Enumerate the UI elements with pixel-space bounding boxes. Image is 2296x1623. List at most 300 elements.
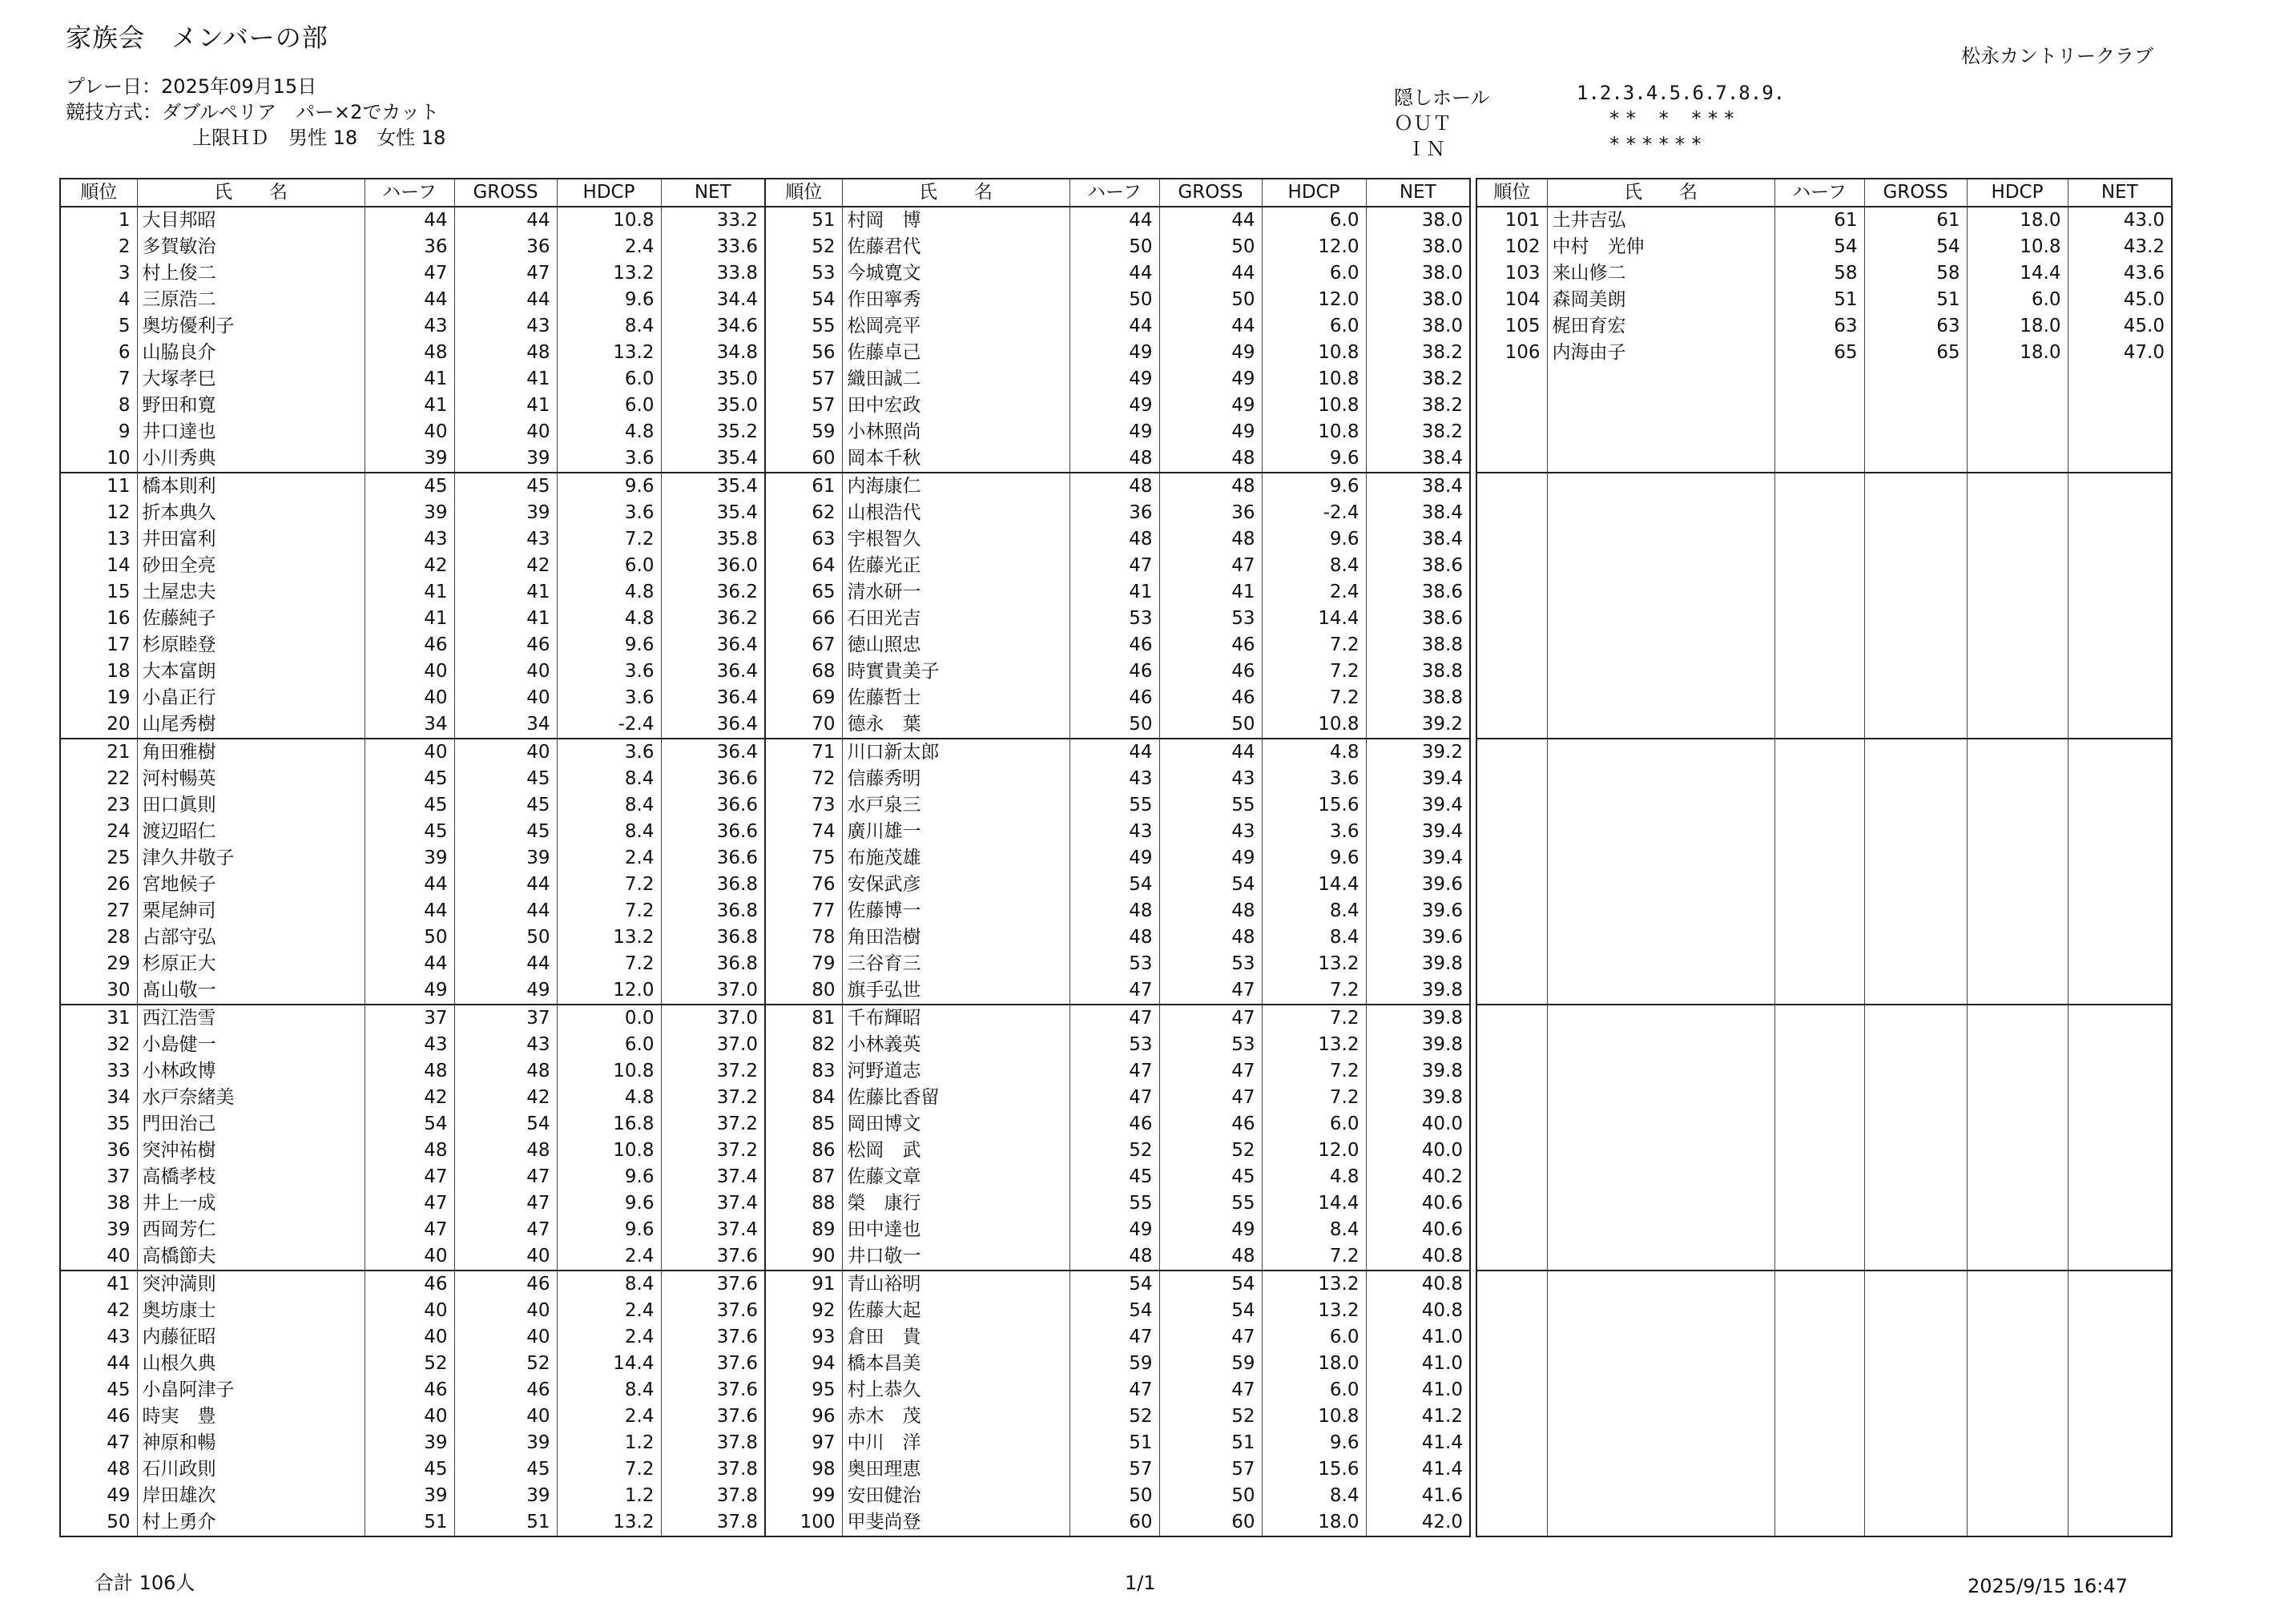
hdcp-cell — [1967, 898, 2068, 924]
player-name-cell: 門田治己 — [137, 1111, 365, 1138]
half-cell — [1774, 1005, 1864, 1032]
table-row — [765, 1111, 1470, 1138]
player-name-cell: 石川政則 — [137, 1456, 365, 1483]
rank-cell — [1476, 1351, 1547, 1377]
table-row — [60, 792, 765, 819]
half-cell: 48 — [365, 1138, 454, 1164]
rank-cell — [1476, 1271, 1547, 1298]
hdcp-cell — [1967, 1217, 2068, 1243]
half-cell: 47 — [365, 260, 454, 287]
gross-cell: 41 — [454, 579, 557, 606]
rank-cell: 25 — [60, 845, 137, 872]
rank-cell: 89 — [765, 1217, 842, 1243]
table-row — [765, 393, 1470, 419]
hdcp-cell: 8.4 — [1262, 924, 1366, 951]
player-name-cell: 榮 康行 — [842, 1190, 1069, 1217]
net-cell — [2068, 1032, 2172, 1058]
gross-cell: 60 — [1159, 1509, 1262, 1536]
player-name-cell: 大本富朗 — [137, 658, 365, 685]
table-row — [765, 1164, 1470, 1190]
gross-cell: 43 — [1159, 766, 1262, 792]
net-cell: 37.0 — [661, 977, 765, 1005]
hdcp-cell — [1967, 1111, 2068, 1138]
half-cell — [1774, 1483, 1864, 1509]
table-row — [60, 313, 765, 340]
player-name-cell: 高橋節夫 — [137, 1243, 365, 1271]
half-cell: 52 — [365, 1351, 454, 1377]
gross-cell: 48 — [1159, 924, 1262, 951]
half-cell: 39 — [365, 500, 454, 526]
rank-cell — [1476, 393, 1547, 419]
gross-cell: 40 — [454, 739, 557, 766]
rank-cell: 40 — [60, 1243, 137, 1271]
half-cell — [1774, 579, 1864, 606]
rank-cell — [1476, 445, 1547, 473]
gross-cell: 41 — [454, 606, 557, 632]
table-row — [765, 819, 1470, 845]
hdcp-cell — [1967, 1298, 2068, 1324]
half-cell: 61 — [1774, 207, 1864, 234]
half-cell: 44 — [1069, 207, 1159, 234]
player-name-cell: 来山修二 — [1547, 260, 1774, 287]
table-row — [765, 951, 1470, 977]
rank-cell — [1476, 1138, 1547, 1164]
player-name-cell — [1547, 819, 1774, 845]
hdcp-cell: 10.8 — [557, 207, 661, 234]
rank-cell — [1476, 658, 1547, 685]
player-name-cell: 安保武彦 — [842, 872, 1069, 898]
table-row — [60, 739, 765, 766]
hdcp-cell: 18.0 — [1967, 313, 2068, 340]
net-cell — [2068, 872, 2172, 898]
gross-cell: 40 — [454, 1324, 557, 1351]
net-cell: 43.0 — [2068, 207, 2172, 234]
hdcp-cell — [1967, 445, 2068, 473]
hdcp-cell: 2.4 — [557, 845, 661, 872]
half-cell: 48 — [1069, 473, 1159, 500]
table-row — [765, 526, 1470, 553]
half-cell: 36 — [1069, 500, 1159, 526]
half-cell: 47 — [1069, 1377, 1159, 1404]
rank-cell: 16 — [60, 606, 137, 632]
rank-cell: 77 — [765, 898, 842, 924]
play-date: プレー日：2025年09月15日 — [66, 75, 317, 98]
half-cell: 50 — [1069, 1483, 1159, 1509]
table-row — [765, 1324, 1470, 1351]
half-cell — [1774, 445, 1864, 473]
table-row — [1476, 632, 2172, 658]
hdcp-cell: 12.0 — [557, 977, 661, 1005]
column-header-name: 氏 名 — [1547, 179, 1774, 207]
net-cell — [2068, 553, 2172, 579]
gross-cell: 44 — [454, 951, 557, 977]
player-name-cell: 石田光吉 — [842, 606, 1069, 632]
gross-cell: 61 — [1864, 207, 1967, 234]
player-name-cell — [1547, 500, 1774, 526]
table-row — [1476, 924, 2172, 951]
table-row — [60, 1164, 765, 1190]
rank-cell: 78 — [765, 924, 842, 951]
player-name-cell — [1547, 1164, 1774, 1190]
table-row — [765, 260, 1470, 287]
net-cell: 37.2 — [661, 1085, 765, 1111]
hdcp-cell: 14.4 — [1262, 872, 1366, 898]
half-cell: 47 — [1069, 1005, 1159, 1032]
hdcp-cell: 9.6 — [1262, 445, 1366, 473]
player-name-cell: 水戸奈緒美 — [137, 1085, 365, 1111]
table-row — [765, 1217, 1470, 1243]
hdcp-cell: 4.8 — [557, 1085, 661, 1111]
table-row — [1476, 473, 2172, 500]
rank-cell — [1476, 1298, 1547, 1324]
half-cell: 49 — [1069, 1217, 1159, 1243]
gross-cell: 51 — [454, 1509, 557, 1536]
gross-cell: 52 — [1159, 1138, 1262, 1164]
net-cell: 34.6 — [661, 313, 765, 340]
rank-cell: 28 — [60, 924, 137, 951]
net-cell: 36.4 — [661, 632, 765, 658]
table-row — [765, 924, 1470, 951]
gross-cell: 44 — [454, 872, 557, 898]
net-cell: 34.8 — [661, 340, 765, 366]
half-cell: 43 — [1069, 819, 1159, 845]
player-name-cell — [1547, 766, 1774, 792]
rank-cell — [1476, 473, 1547, 500]
table-row — [765, 1456, 1470, 1483]
rank-cell: 63 — [765, 526, 842, 553]
half-cell: 44 — [1069, 260, 1159, 287]
gross-cell: 44 — [454, 898, 557, 924]
table-row — [765, 898, 1470, 924]
rank-cell: 50 — [60, 1509, 137, 1536]
net-cell: 41.0 — [1366, 1377, 1470, 1404]
gross-cell: 55 — [1159, 792, 1262, 819]
half-cell: 44 — [1069, 739, 1159, 766]
rank-cell: 9 — [60, 419, 137, 445]
net-cell: 36.6 — [661, 819, 765, 845]
gross-cell: 48 — [1159, 898, 1262, 924]
net-cell: 41.6 — [1366, 1483, 1470, 1509]
net-cell: 33.8 — [661, 260, 765, 287]
player-name-cell — [1547, 1377, 1774, 1404]
table-row — [765, 1138, 1470, 1164]
rank-cell: 74 — [765, 819, 842, 845]
table-row — [60, 1377, 765, 1404]
gross-cell: 45 — [454, 1456, 557, 1483]
net-cell — [2068, 632, 2172, 658]
half-cell: 49 — [1069, 845, 1159, 872]
net-cell: 38.6 — [1366, 606, 1470, 632]
net-cell: 41.0 — [1366, 1324, 1470, 1351]
player-name-cell — [1547, 445, 1774, 473]
hdcp-cell: 10.8 — [1262, 393, 1366, 419]
rank-cell — [1476, 924, 1547, 951]
rank-cell: 68 — [765, 658, 842, 685]
hdcp-cell: 13.2 — [557, 340, 661, 366]
half-cell: 40 — [365, 685, 454, 711]
rank-cell: 62 — [765, 500, 842, 526]
hdcp-cell: 6.0 — [557, 393, 661, 419]
gross-cell: 39 — [454, 845, 557, 872]
table-row — [1476, 234, 2172, 260]
gross-cell: 49 — [1159, 366, 1262, 393]
hdcp-cell: 14.4 — [1262, 1190, 1366, 1217]
gross-cell: 42 — [454, 1085, 557, 1111]
table-row — [765, 1483, 1470, 1509]
net-cell: 35.8 — [661, 526, 765, 553]
player-name-cell: 佐藤文章 — [842, 1164, 1069, 1190]
gross-cell: 34 — [454, 711, 557, 739]
hdcp-cell: 7.2 — [1262, 632, 1366, 658]
rank-cell — [1476, 685, 1547, 711]
net-cell: 38.4 — [1366, 500, 1470, 526]
hdcp-cell: 2.4 — [557, 1298, 661, 1324]
gross-cell — [1864, 924, 1967, 951]
net-cell — [2068, 845, 2172, 872]
hdcp-cell: 7.2 — [1262, 1058, 1366, 1085]
net-cell: 45.0 — [2068, 287, 2172, 313]
hdcp-cell: 7.2 — [557, 526, 661, 553]
player-name-cell: 杉原睦登 — [137, 632, 365, 658]
rank-cell: 103 — [1476, 260, 1547, 287]
header-row — [765, 179, 1470, 207]
rank-cell: 83 — [765, 1058, 842, 1085]
table-row — [60, 951, 765, 977]
net-cell: 39.8 — [1366, 1058, 1470, 1085]
rank-cell — [1476, 739, 1547, 766]
player-name-cell: 井上一成 — [137, 1190, 365, 1217]
gross-cell: 49 — [1159, 393, 1262, 419]
half-cell: 34 — [365, 711, 454, 739]
hdcp-cell: 6.0 — [1262, 1324, 1366, 1351]
half-cell — [1774, 526, 1864, 553]
player-name-cell: 河村暢英 — [137, 766, 365, 792]
hdcp-cell: 7.2 — [557, 1456, 661, 1483]
net-cell: 41.0 — [1366, 1351, 1470, 1377]
rank-cell: 42 — [60, 1298, 137, 1324]
net-cell: 35.0 — [661, 393, 765, 419]
table-row — [1476, 792, 2172, 819]
player-name-cell: 山尾秀樹 — [137, 711, 365, 739]
gross-cell: 40 — [454, 658, 557, 685]
table-row — [1476, 419, 2172, 445]
table-row — [60, 819, 765, 845]
player-name-cell: 内海由子 — [1547, 340, 1774, 366]
gross-cell: 40 — [454, 419, 557, 445]
player-name-cell: 安田健治 — [842, 1483, 1069, 1509]
rank-cell: 30 — [60, 977, 137, 1005]
player-name-cell: 佐藤大起 — [842, 1298, 1069, 1324]
rank-cell: 73 — [765, 792, 842, 819]
gross-cell: 55 — [1159, 1190, 1262, 1217]
gross-cell: 53 — [1159, 1032, 1262, 1058]
half-cell: 48 — [1069, 526, 1159, 553]
gross-cell — [1864, 1298, 1967, 1324]
table-row — [60, 366, 765, 393]
rank-cell: 99 — [765, 1483, 842, 1509]
half-cell: 45 — [365, 473, 454, 500]
half-cell — [1774, 739, 1864, 766]
table-row — [1476, 1351, 2172, 1377]
gross-cell: 49 — [1159, 845, 1262, 872]
net-cell: 38.0 — [1366, 207, 1470, 234]
rank-cell: 76 — [765, 872, 842, 898]
half-cell: 37 — [365, 1005, 454, 1032]
table-row — [1476, 553, 2172, 579]
net-cell: 39.8 — [1366, 1085, 1470, 1111]
rank-cell — [1476, 1483, 1547, 1509]
hdcp-cell — [1967, 1138, 2068, 1164]
gross-cell: 63 — [1864, 313, 1967, 340]
rank-cell: 71 — [765, 739, 842, 766]
player-name-cell: 神原和暢 — [137, 1430, 365, 1456]
player-name-cell — [1547, 1243, 1774, 1271]
table-row — [765, 658, 1470, 685]
net-cell: 38.8 — [1366, 658, 1470, 685]
gross-cell: 52 — [454, 1351, 557, 1377]
table-row — [1476, 1456, 2172, 1483]
player-name-cell: 宮地候子 — [137, 872, 365, 898]
hdcp-cell — [1967, 1190, 2068, 1217]
gross-cell: 41 — [1159, 579, 1262, 606]
gross-cell: 46 — [1159, 1111, 1262, 1138]
hdcp-cell — [1967, 1483, 2068, 1509]
player-name-cell: 奥田理恵 — [842, 1456, 1069, 1483]
half-cell: 49 — [1069, 340, 1159, 366]
gross-cell — [1864, 1058, 1967, 1085]
table-row — [765, 1430, 1470, 1456]
player-name-cell: 村上俊二 — [137, 260, 365, 287]
hdcp-cell: 12.0 — [1262, 234, 1366, 260]
net-cell: 40.8 — [1366, 1298, 1470, 1324]
half-cell: 46 — [365, 632, 454, 658]
hdcp-cell: 4.8 — [1262, 739, 1366, 766]
net-cell: 38.2 — [1366, 393, 1470, 419]
half-cell: 51 — [1774, 287, 1864, 313]
hdcp-cell: 7.2 — [1262, 685, 1366, 711]
column-header-half: ハーフ — [365, 179, 454, 207]
player-name-cell: 髙山敬一 — [137, 977, 365, 1005]
table-row — [60, 1190, 765, 1217]
gross-cell: 39 — [454, 1483, 557, 1509]
rank-cell: 86 — [765, 1138, 842, 1164]
table-row — [765, 1271, 1470, 1298]
player-name-cell: 角田雅樹 — [137, 739, 365, 766]
gross-cell — [1864, 1032, 1967, 1058]
gross-cell: 40 — [454, 1298, 557, 1324]
net-cell — [2068, 739, 2172, 766]
player-name-cell: 田口眞則 — [137, 792, 365, 819]
table-row — [1476, 1058, 2172, 1085]
hdcp-cell — [1967, 393, 2068, 419]
rank-cell: 56 — [765, 340, 842, 366]
table-row — [1476, 658, 2172, 685]
player-name-cell — [1547, 1190, 1774, 1217]
half-cell: 49 — [1069, 419, 1159, 445]
hdcp-cell: 2.4 — [1262, 579, 1366, 606]
table-row — [60, 1404, 765, 1430]
half-cell: 50 — [1069, 234, 1159, 260]
rank-cell: 88 — [765, 1190, 842, 1217]
half-cell — [1774, 632, 1864, 658]
gross-cell: 39 — [454, 500, 557, 526]
net-cell: 36.8 — [661, 951, 765, 977]
rank-cell: 94 — [765, 1351, 842, 1377]
net-cell — [2068, 977, 2172, 1005]
rank-cell: 23 — [60, 792, 137, 819]
half-cell: 47 — [1069, 553, 1159, 579]
half-cell — [1774, 1351, 1864, 1377]
hdcp-cell: 9.6 — [1262, 473, 1366, 500]
hdcp-cell: 15.6 — [1262, 792, 1366, 819]
half-cell: 45 — [365, 1456, 454, 1483]
gross-cell: 36 — [1159, 500, 1262, 526]
table-row — [765, 1404, 1470, 1430]
rank-cell: 13 — [60, 526, 137, 553]
net-cell: 40.8 — [1366, 1271, 1470, 1298]
gross-cell — [1864, 1377, 1967, 1404]
half-cell: 63 — [1774, 313, 1864, 340]
rank-cell — [1476, 845, 1547, 872]
half-cell: 58 — [1774, 260, 1864, 287]
hdcp-cell: 2.4 — [557, 234, 661, 260]
half-cell — [1774, 1111, 1864, 1138]
table-row — [60, 898, 765, 924]
table-row — [1476, 1298, 2172, 1324]
hdcp-cell — [1967, 819, 2068, 845]
half-cell: 40 — [365, 1298, 454, 1324]
net-cell — [2068, 685, 2172, 711]
table-row — [765, 553, 1470, 579]
player-name-cell: 野田和寛 — [137, 393, 365, 419]
table-row — [60, 473, 765, 500]
rank-cell: 12 — [60, 500, 137, 526]
hdcp-cell: 10.8 — [1262, 1404, 1366, 1430]
player-name-cell: 作田寧秀 — [842, 287, 1069, 313]
player-name-cell: 清水研一 — [842, 579, 1069, 606]
half-cell: 54 — [1069, 872, 1159, 898]
in-label: ＩＮ — [1407, 138, 1445, 160]
rank-cell: 97 — [765, 1430, 842, 1456]
rank-cell: 105 — [1476, 313, 1547, 340]
player-name-cell: 多賀敏治 — [137, 234, 365, 260]
hdcp-cell: 4.8 — [557, 419, 661, 445]
table-row — [765, 711, 1470, 739]
half-cell: 42 — [365, 553, 454, 579]
player-name-cell: 橋本昌美 — [842, 1351, 1069, 1377]
gross-cell: 49 — [454, 977, 557, 1005]
player-name-cell: 梶田育宏 — [1547, 313, 1774, 340]
table-row — [765, 473, 1470, 500]
player-name-cell: 河野道志 — [842, 1058, 1069, 1085]
gross-cell: 46 — [1159, 658, 1262, 685]
half-cell — [1774, 845, 1864, 872]
half-cell: 44 — [365, 207, 454, 234]
rank-cell: 3 — [60, 260, 137, 287]
player-name-cell: 三原浩二 — [137, 287, 365, 313]
net-cell — [2068, 1430, 2172, 1456]
rank-cell — [1476, 366, 1547, 393]
gross-cell: 42 — [454, 553, 557, 579]
player-name-cell: 小畠正行 — [137, 685, 365, 711]
half-cell — [1774, 872, 1864, 898]
rank-cell — [1476, 711, 1547, 739]
half-cell: 40 — [365, 419, 454, 445]
table-row — [1476, 260, 2172, 287]
gross-cell: 43 — [454, 526, 557, 553]
column-header-gross: GROSS — [454, 179, 557, 207]
table-row — [1476, 1404, 2172, 1430]
